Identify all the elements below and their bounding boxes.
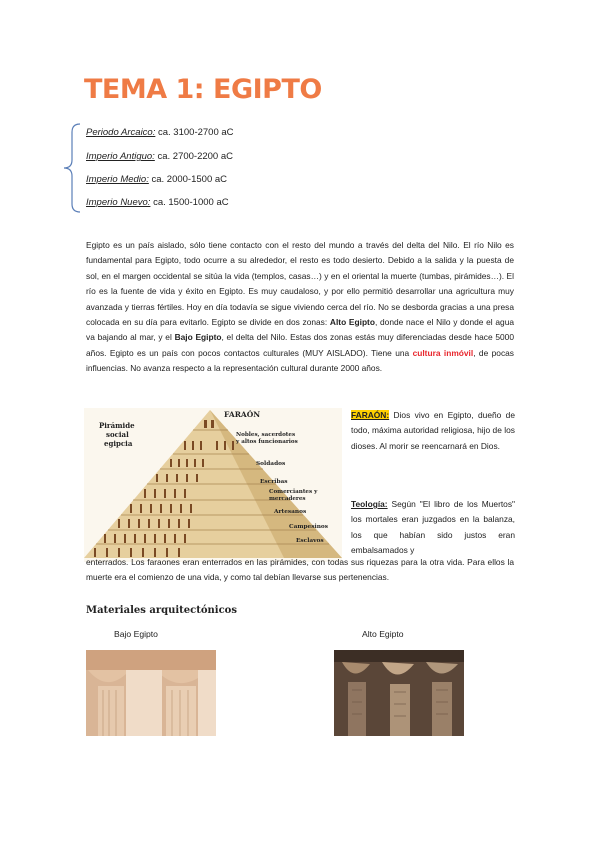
curly-brace-icon xyxy=(62,122,82,214)
pyramid-title-line: egipcia xyxy=(104,439,133,448)
intro-text: , donde nace el Nilo y donde el agua va bajando al mar, y el xyxy=(86,317,515,343)
period-row xyxy=(86,174,227,185)
pyramid-title-line: social xyxy=(106,430,129,439)
faraon-definition xyxy=(351,408,515,454)
period-label: Imperio Antiguo: xyxy=(86,151,155,162)
period-row xyxy=(86,127,234,138)
pyramid-level-label: y altos funcionarios xyxy=(236,439,298,445)
period-dates: ca. 1500-1000 aC xyxy=(153,197,229,208)
pyramid-level-label: Nobles, sacerdotes xyxy=(236,432,296,438)
intro-text: Egipto es un país aislado, sólo tiene contacto con el resto del mundo a través del delta del Nilo. El río Nilo es fundamental para Egipto, todo ocurre a su alrededor, el resto es todo desierto. Debido a la salida y la puesta de sol, en el margen occidental se sitúa la vida (templos, casas…) y en el oriental la muerte (tumbas, pirámides…). El río es la fuente de vida y éxito en Egipto. Es muy caudaloso, y por ello permitió desarrollar una agricultura muy avanzada y tierras fértiles. Hoy en día todavía se sigue viviendo cerca del río. No se desborda gracias a una presa colocada en su día para evitarlo. Egipto se divide en dos zonas: xyxy=(86,240,514,328)
intro-text: , el delta del Nilo. Estas dos zonas estás muy diferenciadas desde hace 5000 años. Egipto es un país con pocos contactos culturales (MUY AISLADO). Tiene una xyxy=(86,332,514,358)
bajo-egipto-columns-photo xyxy=(86,650,216,736)
bajo-egipto-term: Bajo Egipto xyxy=(174,332,222,343)
teologia-label: Teología: xyxy=(351,499,388,509)
intro-text: , de pocas influencias. No avanza respecto a la representación cultural durante 2000 años. xyxy=(86,347,514,374)
teologia-text: Según "El libro de los Muertos" los mortales eran juzgados en la balanza, los que habían sido justos eran embalsamados y xyxy=(351,499,515,556)
period-dates: ca. 2000-1500 aC xyxy=(151,174,228,185)
period-dates: ca. 2700-2200 aC xyxy=(157,151,233,162)
social-pyramid-image xyxy=(84,408,342,562)
section-heading-materiales: Materiales arquitectónicos xyxy=(86,605,237,616)
alto-egipto-columns-photo xyxy=(334,650,464,736)
period-dates: ca. 3100-2700 aC xyxy=(158,127,234,138)
period-label: Imperio Medio: xyxy=(86,174,149,185)
alto-egipto-caption: Alto Egipto xyxy=(362,629,404,639)
faraon-label: FARAÓN: xyxy=(351,410,390,420)
teologia-continuation: enterrados. Los faraones eran enterrados en las pirámides, con todas sus riquezas para la otra vida. Para ellos la muerte era el comienzo de una vida, y como tal debían llevarse sus pertenencias. xyxy=(86,557,514,583)
pyramid-level-label: Artesanos xyxy=(274,509,307,515)
cultura-inmovil-term: cultura inmóvil xyxy=(412,347,474,358)
alto-egipto-term: Alto Egipto xyxy=(329,317,375,328)
period-row xyxy=(86,197,229,208)
pyramid-level-label: Escribas xyxy=(260,479,288,485)
bajo-egipto-caption: Bajo Egipto xyxy=(114,629,158,639)
pyramid-level-label: Soldados xyxy=(256,461,286,467)
pyramid-level-label: mercaderes xyxy=(269,496,306,502)
pyramid-level-label: Esclavos xyxy=(296,538,324,544)
pyramid-level-label: FARAÓN xyxy=(224,410,261,419)
pyramid-level-label: Comerciantes y xyxy=(269,489,318,495)
faraon-text: Dios vivo en Egipto, dueño de todo, máxima autoridad religiosa, hijo de los dioses. Al morir se reencarnará en Dios. xyxy=(351,410,515,451)
period-label: Periodo Arcaico: xyxy=(86,127,156,138)
period-label: Imperio Nuevo: xyxy=(86,197,151,208)
period-row xyxy=(86,151,233,162)
intro-paragraph xyxy=(86,238,514,377)
pyramid-level-label: Campesinos xyxy=(289,524,329,530)
teologia-definition xyxy=(351,497,515,559)
page-title: TEMA 1: EGIPTO xyxy=(84,74,322,105)
pyramid-title-line: Pirámide xyxy=(99,421,135,430)
